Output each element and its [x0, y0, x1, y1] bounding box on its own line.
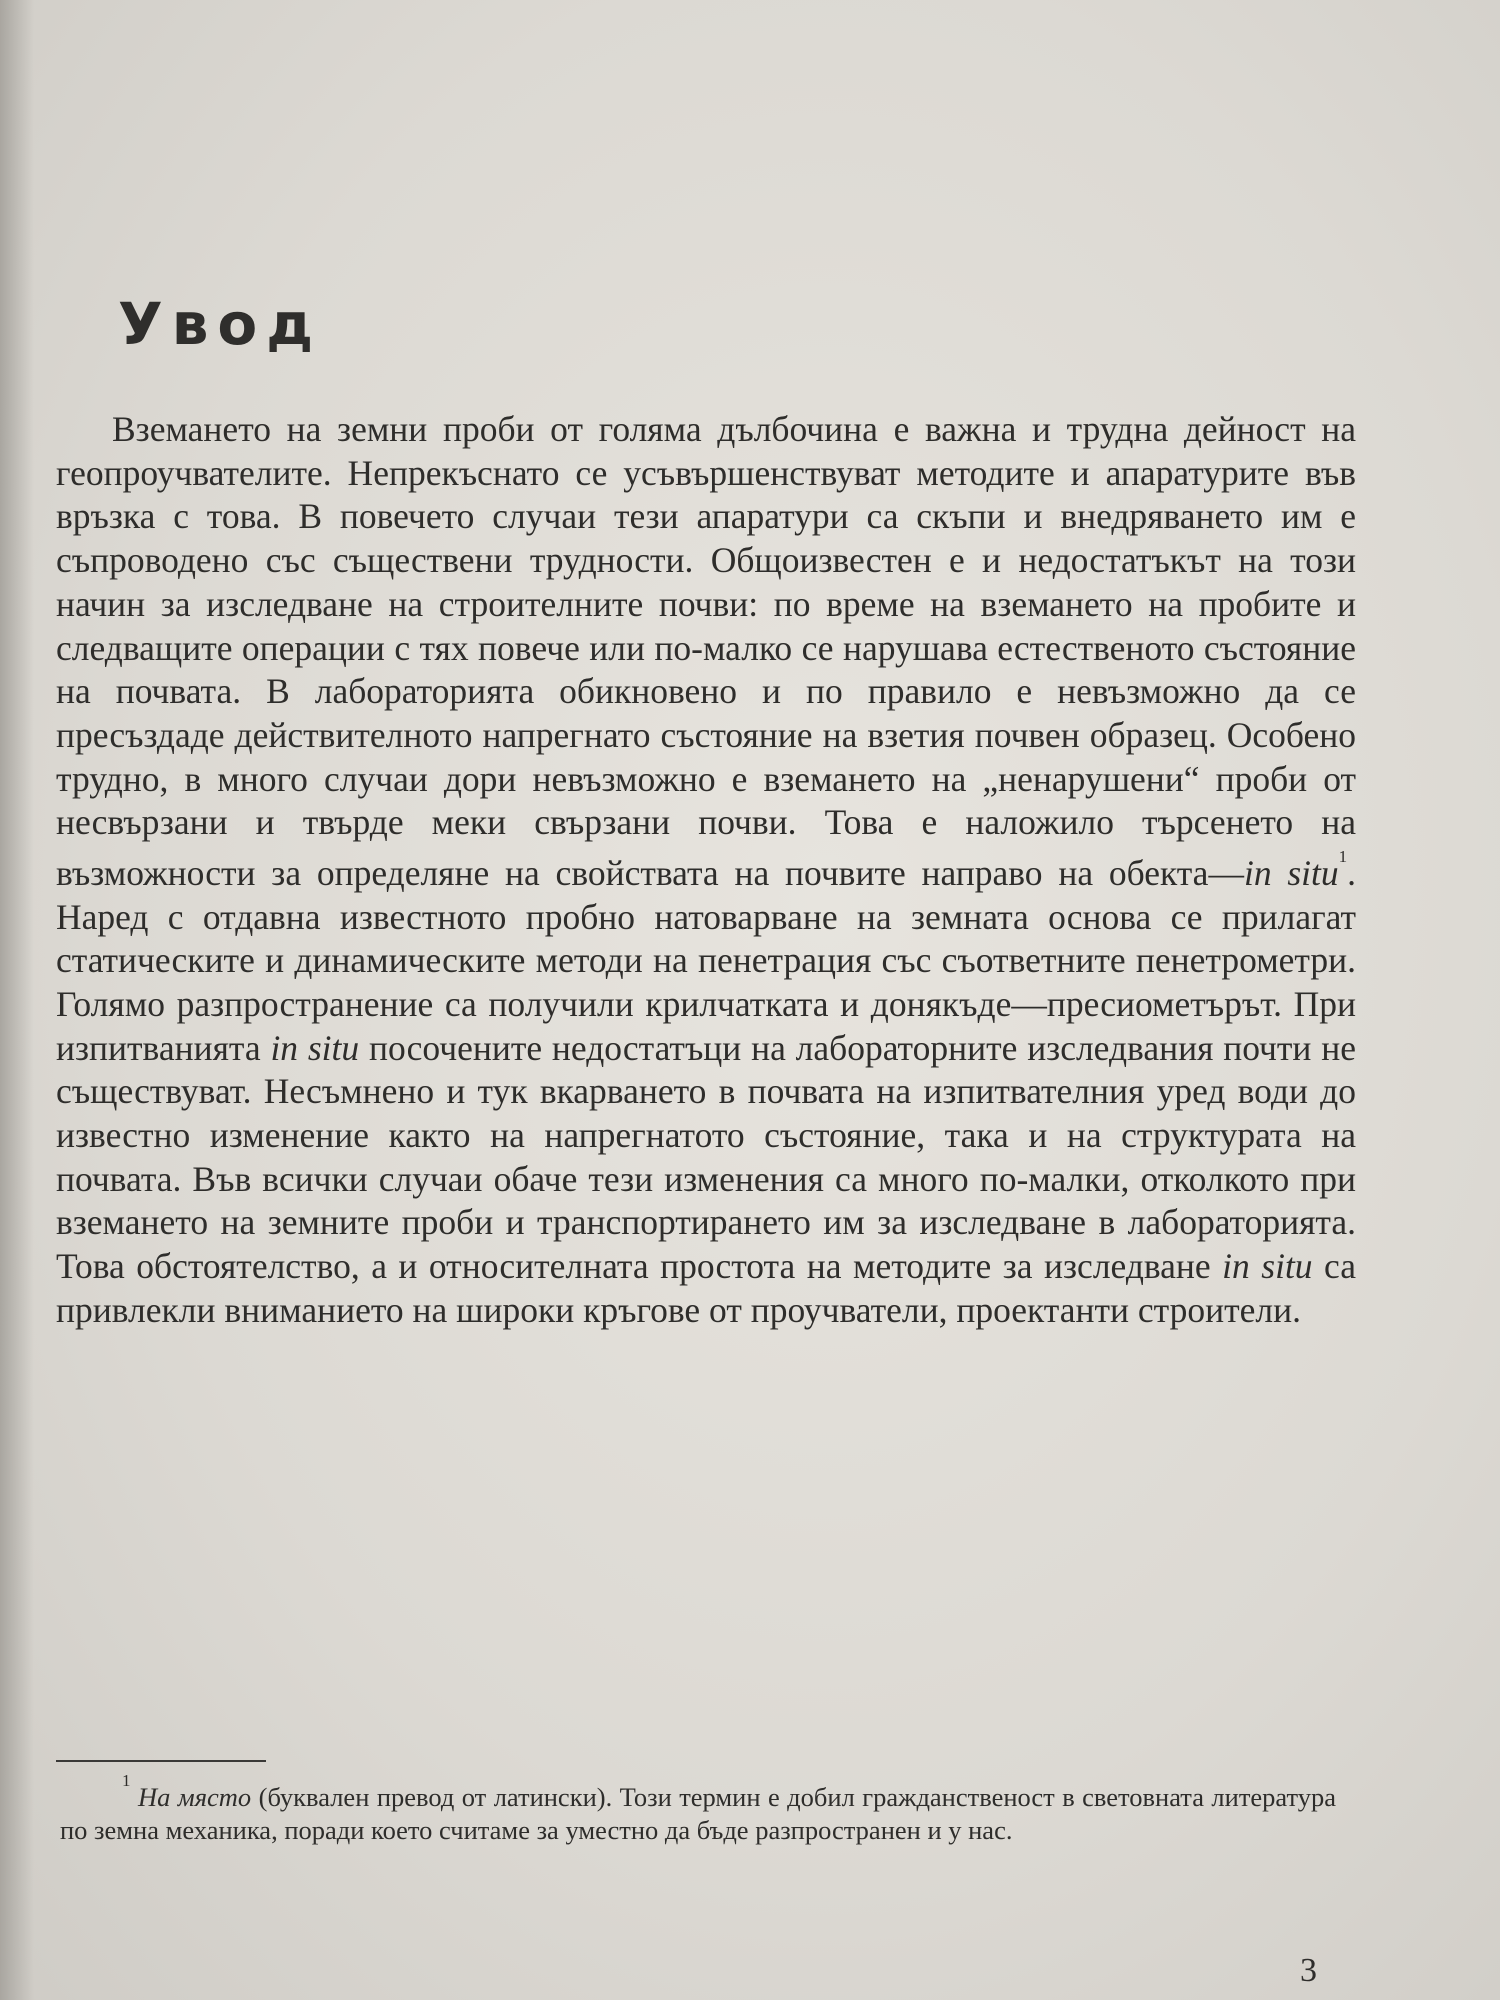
- footnote-divider: [56, 1760, 266, 1762]
- paragraph-text-part-3: посочените недостатъци на лабораторните изследвания почти не съществуват. Несъмнено и тук вкарването в почвата на изпитвателния уред води до известно изменение както на напрегнатото състояние, така и на структурата на почвата. Във всички случаи обаче тези изменения са много по-малки, отколкото при вземането на земните проби и транспортирането им за изследване в лабораторията. Това обстоятелство, а и относителната простота на методите за изследване: [56, 1027, 1356, 1287]
- paragraph-text-part-4: са привлекли вниманието на широки кръгове от проучватели, проектанти строители.: [56, 1246, 1356, 1330]
- footnote: [60, 1771, 1336, 1847]
- italic-term-in-situ-3: in situ: [1222, 1246, 1313, 1287]
- page-gutter-shadow: [0, 0, 34, 2000]
- italic-term-in-situ-2: in situ: [270, 1027, 360, 1068]
- footnote-reference: 1: [1338, 847, 1348, 867]
- footnote-text: (буквален превод от латински). Този термин е добил гражданственост в световната литература по земна механика, поради което считаме за уместно да бъде разпространен и у нас.: [60, 1781, 1336, 1845]
- chapter-heading: Увод: [118, 290, 323, 358]
- paragraph-text-part-2: . Наред с отдавна известното пробно натоварване на земната основа се прилагат статическите и динамическите методи на пенетрация със съответните пенетрометри. Голямо разпространение са получили крилчатката и донякъде—пресиометърът. При изпитванията: [56, 852, 1357, 1068]
- paragraph-text-part-1: Вземането на земни проби от голяма дълбочина е важна и трудна дейност на геопроучвателите. Непрекъснато се усъвършенствуват методите и апаратурите във връзка с това. В повечето случаи тези апаратури са скъпи и внедряването им е съпроводено със съществени трудности. Общоизвестен е и недостатъкът на този начин за изследване на строителните почви: по време на вземането на пробите и следващите операции с тях повече или по-малко се нарушава естественото състояние на почвата. В лабораторията обикновено и по правило е невъзможно да се пресъздаде действителното напрегнато състояние на взетия почвен образец. Особено трудно, в много случаи дори невъзможно е вземането на „ненарушени“ проби от несвързани и твърде меки свързани почви. Това е наложило търсенето на възможности за определяне на свойствата на почвите направо на обекта—: [56, 409, 1356, 893]
- footnote-marker: 1: [122, 1771, 131, 1790]
- page-number: 3: [1300, 1952, 1317, 1989]
- italic-term-in-situ-1: in situ: [1243, 852, 1339, 893]
- footnote-italic-term: На място: [137, 1781, 252, 1812]
- body-paragraph: [56, 408, 1356, 1333]
